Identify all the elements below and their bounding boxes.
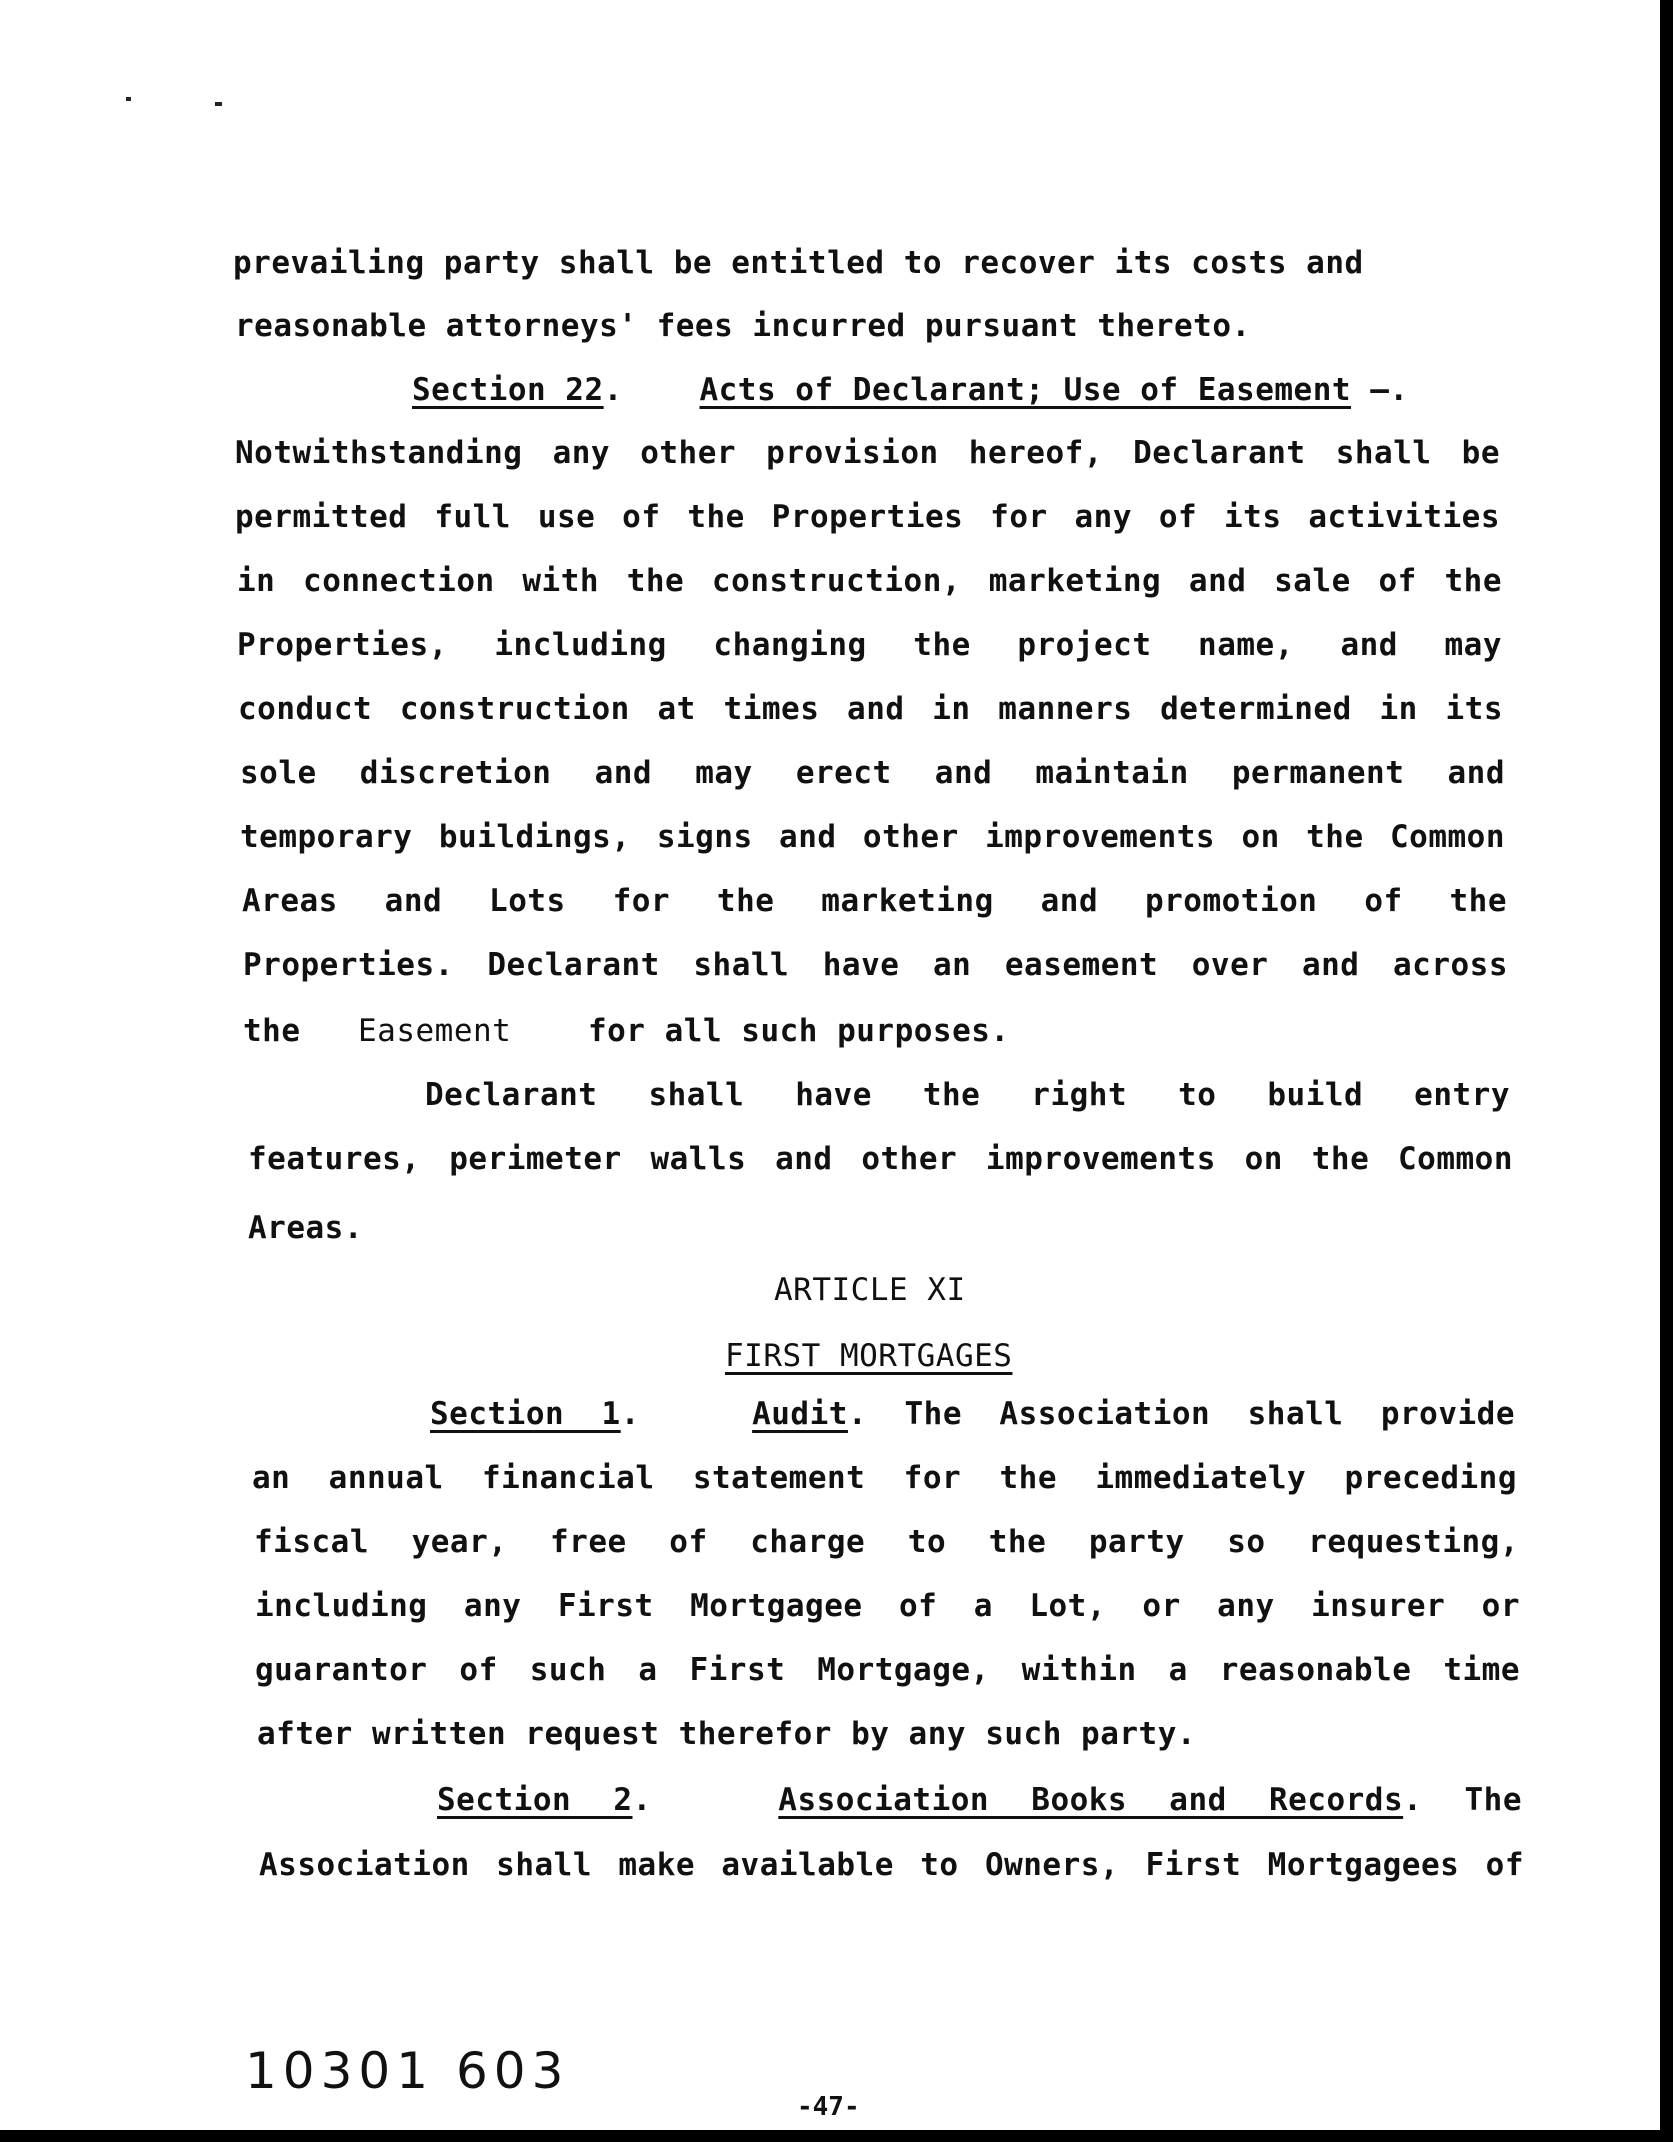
easement-word: Easement bbox=[358, 1013, 512, 1049]
section-label: Section 1 bbox=[430, 1396, 621, 1432]
text-line: the Easement for all such purposes. bbox=[243, 1013, 1010, 1049]
section-title: Acts of Declarant; Use of Easement bbox=[699, 372, 1352, 408]
scan-speck bbox=[126, 97, 131, 101]
text-line: an annual financial statement for the immediately preceding bbox=[252, 1460, 1517, 1496]
text-line: Areas and Lots for the marketing and promotion of the bbox=[242, 883, 1507, 919]
text-line: sole discretion and may erect and maintain permanent and bbox=[240, 755, 1505, 791]
section-title: Association Books and Records bbox=[778, 1782, 1404, 1818]
scan-speck bbox=[215, 102, 222, 106]
section-label: Section 2 bbox=[437, 1782, 633, 1818]
section-1-heading: Section 1. Audit. The Association shall provide bbox=[430, 1396, 1515, 1432]
text-line: features, perimeter walls and other improvements on the Common bbox=[248, 1141, 1513, 1177]
text-line: Properties. Declarant shall have an easement over and across bbox=[243, 947, 1508, 983]
text-line: guarantor of such a First Mortgage, within a reasonable time bbox=[255, 1652, 1520, 1688]
text-line: permitted full use of the Properties for any of its activities bbox=[235, 499, 1500, 535]
article-title: FIRST MORTGAGES bbox=[725, 1338, 1013, 1374]
text-line: Association shall make available to Owners, First Mortgagees of bbox=[259, 1847, 1524, 1883]
section-22-heading: Section 22. Acts of Declarant; Use of Easement —. bbox=[412, 372, 1409, 408]
text-line: temporary buildings, signs and other improvements on the Common bbox=[240, 819, 1505, 855]
text-line: Areas. bbox=[248, 1210, 363, 1246]
text-line: Notwithstanding any other provision hereof, Declarant shall be bbox=[235, 435, 1500, 471]
text-line: reasonable attorneys' fees incurred pursuant thereto. bbox=[235, 308, 1251, 344]
section-label: Section 22 bbox=[412, 372, 604, 408]
text-line: Declarant shall have the right to build entry bbox=[425, 1077, 1510, 1113]
text-line: Properties, including changing the project name, and may bbox=[237, 627, 1502, 663]
text-line: after written request therefor by any such party. bbox=[257, 1716, 1197, 1752]
text-line: prevailing party shall be entitled to recover its costs and bbox=[233, 245, 1364, 281]
page-number: -47- bbox=[797, 2092, 860, 2122]
article-number: ARTICLE XI bbox=[774, 1272, 966, 1308]
text-line: in connection with the construction, marketing and sale of the bbox=[237, 563, 1502, 599]
section-2-heading: Section 2. Association Books and Records. The bbox=[437, 1782, 1523, 1818]
text-line: fiscal year, free of charge to the party so requesting, bbox=[254, 1524, 1519, 1560]
section-title: Audit bbox=[752, 1396, 848, 1432]
text-line: conduct construction at times and in manners determined in its bbox=[238, 691, 1503, 727]
text-line: including any First Mortgagee of a Lot, or any insurer or bbox=[255, 1588, 1520, 1624]
document-id: 10301 603 bbox=[245, 2042, 570, 2100]
